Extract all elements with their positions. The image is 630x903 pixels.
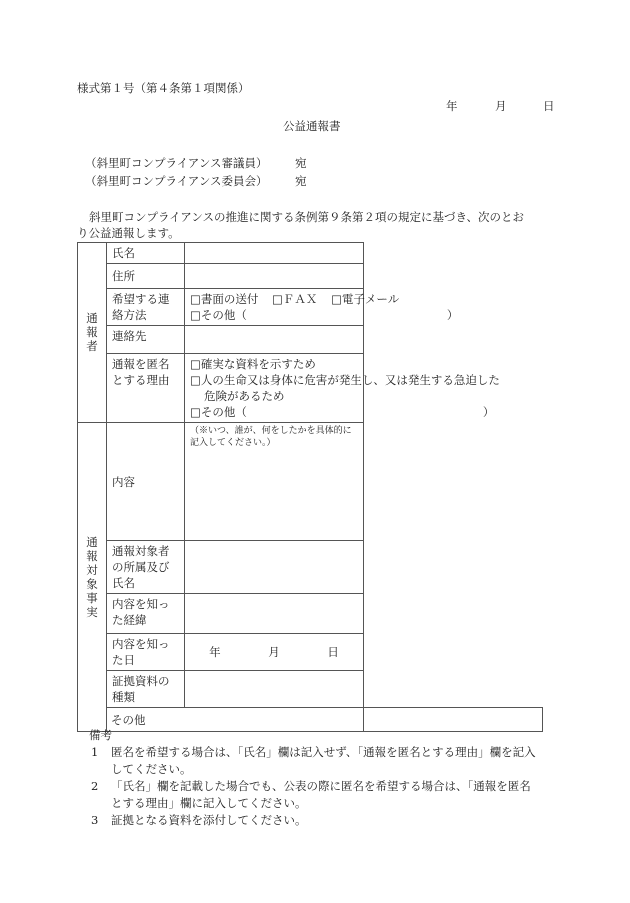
intro-line-2: り公益通報します。 — [77, 226, 180, 240]
option-other-checkbox[interactable]: □その他（ — [190, 308, 247, 322]
date-known-field[interactable] — [185, 634, 364, 671]
address-label: 住所 — [107, 264, 185, 289]
note-item: 1 匿名を希望する場合は、「氏名」欄は記入せず、「通報を匿名とする理由」欄を記入 してください。 — [91, 745, 536, 776]
date-known-day: 日 — [327, 645, 339, 659]
evidence-field[interactable] — [185, 671, 364, 708]
anonymous-reason-label: 通報を匿名 とする理由 — [107, 354, 185, 423]
date-year: 年 — [446, 99, 458, 113]
date-known-label: 内容を知っ た日 — [107, 634, 185, 671]
target-label: 通報対象者 の所属及び 氏名 — [107, 541, 185, 594]
note-item: 3 証拠となる資料を添付してください。 — [91, 813, 307, 827]
how-known-row — [78, 594, 543, 634]
form-number: 様式第１号（第４条第１項関係） — [77, 81, 250, 95]
addressee-name: （斜里町コンプライアンス審議員） — [85, 156, 268, 170]
name-label: 氏名 — [107, 243, 185, 264]
anon-option-danger-checkbox[interactable]: □人の生命又は身体に危害が発生し、又は発生する急迫した — [190, 373, 500, 387]
content-field[interactable] — [185, 423, 364, 541]
contact-method-row — [78, 289, 543, 326]
evidence-label: 証拠資料の 種類 — [107, 671, 185, 708]
target-row — [78, 541, 543, 594]
date-month: 月 — [495, 99, 507, 113]
anon-option-danger-cont: 危険があるため — [204, 389, 285, 403]
anon-option-evidence-checkbox[interactable]: □確実な資料を示すため — [190, 357, 316, 371]
anonymous-reason-options: □確実な資料を示すため □人の生命又は身体に危害が発生し、又は発生する急迫した 危険があるため □その他（ ） — [185, 354, 364, 423]
other-label: その他 — [107, 708, 364, 732]
addressee-suffix: 宛 — [295, 174, 307, 188]
anonymous-reason-row — [78, 354, 543, 423]
contact-method-label: 希望する連 絡方法 — [107, 289, 185, 326]
contact-label: 連絡先 — [107, 326, 185, 354]
option-fax-checkbox[interactable]: □ＦＡＸ — [272, 292, 318, 306]
date-known-year: 年 — [209, 645, 221, 659]
contact-field[interactable] — [185, 326, 364, 354]
date-day: 日 — [543, 99, 555, 113]
notes-title: 備考 — [89, 728, 112, 742]
content-label: 内容 — [107, 423, 185, 541]
how-known-field[interactable] — [185, 594, 364, 634]
anon-option-other-checkbox[interactable]: □その他（ — [190, 405, 247, 419]
contact-method-options: □書面の送付 □ＦＡＸ □電子メール □その他（ ） — [185, 289, 364, 326]
address-row — [78, 264, 543, 289]
addressee-suffix: 宛 — [295, 156, 307, 170]
name-row — [78, 243, 543, 264]
document-title: 公益通報書 — [283, 119, 341, 133]
reporter-group-label: 通 報 者 — [78, 243, 107, 423]
date-known-month: 月 — [268, 645, 280, 659]
intro-line-1: 斜里町コンプライアンスの推進に関する条例第９条第２項の規定に基づき、次のとお — [89, 210, 525, 224]
note-item: 2 「氏名」欄を記載した場合でも、公表の際に匿名を希望する場合は、「通報を匿名 とする理由」欄に記入してください。 — [91, 779, 531, 810]
name-field[interactable] — [185, 243, 364, 264]
date-known-row — [78, 634, 543, 671]
report-form-table — [77, 242, 543, 732]
addressee-name: （斜里町コンプライアンス委員会） — [85, 174, 268, 188]
option-email-checkbox[interactable]: □電子メール — [331, 292, 400, 306]
contact-row — [78, 326, 543, 354]
how-known-label: 内容を知っ た経緯 — [107, 594, 185, 634]
content-note: （※いつ、誰が、何をしたかを具体的に記入してください。） — [190, 426, 352, 448]
facts-group-label: 通 報 対 象 事 実 — [78, 423, 107, 732]
evidence-row — [78, 671, 543, 708]
target-field[interactable] — [185, 541, 364, 594]
notes-section — [77, 727, 557, 829]
address-field[interactable] — [185, 264, 364, 289]
content-row — [78, 423, 543, 541]
option-mail-checkbox[interactable]: □書面の送付 — [190, 292, 259, 306]
